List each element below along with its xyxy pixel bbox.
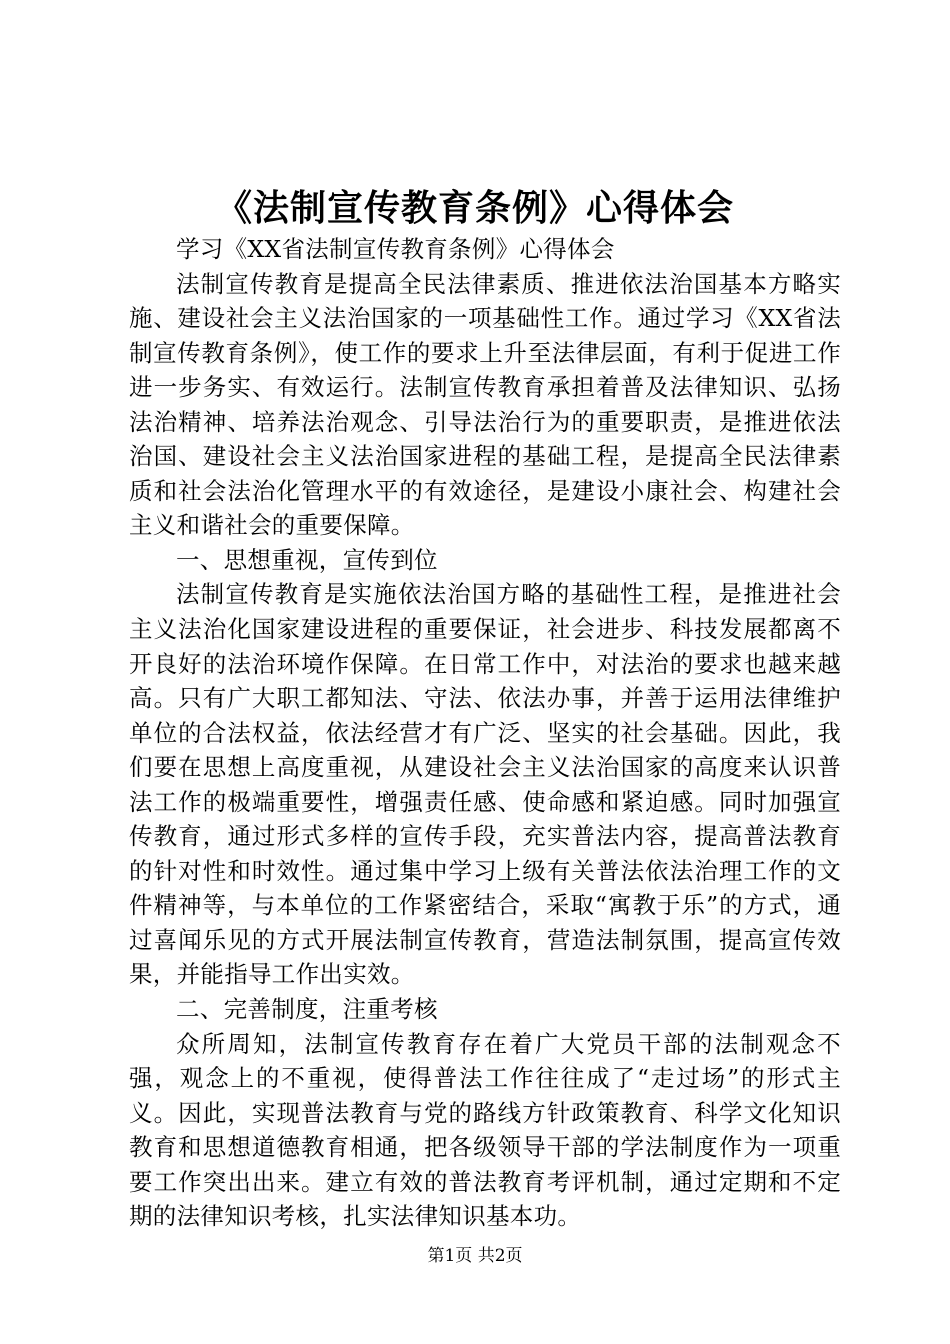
section-heading-2: 二、完善制度，注重考核 (176, 995, 438, 1024)
section-2-paragraph: 众所周知，法制宣传教育存在着广大党员干部的法制观念不强，观念上的不重视，使得普法工作往往成了“走过场”的形式主义。因此，实现普法教育与党的路线方针政策教育、科学文化知识教育和思想道德教育相通，把各级领导干部的学法制度作为一项重要工作突出出来。建立有效的普法教育考评机制，通过定期和不定期的法律知识考核，扎实法律知识基本功。 (129, 1029, 841, 1231)
intro-paragraph: 法制宣传教育是提高全民法律素质、推进依法治国基本方略实施、建设社会主义法治国家的一项基础性工作。通过学习《XX省法制宣传教育条例》，使工作的要求上升至法律层面，有利于促进工作进一步务实、有效运行。法制宣传教育承担着普及法律知识、弘扬法治精神、培养法治观念、引导法治行为的重要职责，是推进依法治国、建设社会主义法治国家进程的基础工程，是提高全民法律素质和社会法治化管理水平的有效途径，是建设小康社会、构建社会主义和谐社会的重要保障。 (129, 269, 841, 540)
subtitle-paragraph: 学习《XX省法制宣传教育条例》心得体会 (176, 235, 615, 263)
document-body (129, 232, 841, 1234)
section-heading-1: 一、思想重视，宣传到位 (176, 545, 438, 574)
document-title: 《法制宣传教育条例》心得体会 (215, 187, 734, 229)
page-footer: 第1页 共2页 (427, 1246, 523, 1266)
section-1-paragraph: 法制宣传教育是实施依法治国方略的基础性工程，是推进社会主义法治化国家建设进程的重要保证，社会进步、科技发展都离不开良好的法治环境作保障。在日常工作中，对法治的要求也越来越高。只有广大职工都知法、守法、依法办事，并善于运用法律维护单位的合法权益，依法经营才有广泛、坚实的社会基础。因此，我们要在思想上高度重视，从建设社会主义法治国家的高度来认识普法工作的极端重要性，增强责任感、使命感和紧迫感。同时加强宣传教育，通过形式多样的宣传手段，充实普法内容，提高普法教育的针对性和时效性。通过集中学习上级有关普法依法治理工作的文件精神等，与本单位的工作紧密结合，采取“寓教于乐”的方式，通过喜闻乐见的方式开展法制宣传教育，营造法制氛围，提高宣传效果，并能指导工作出实效。 (129, 580, 841, 989)
